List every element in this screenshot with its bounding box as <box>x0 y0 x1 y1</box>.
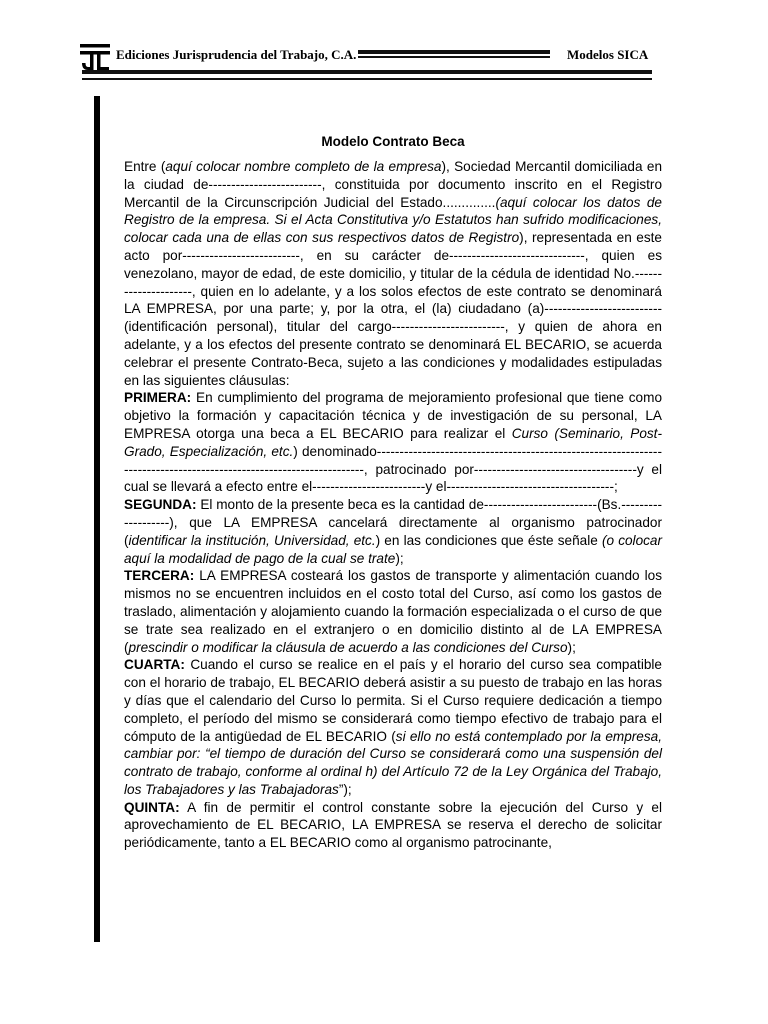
clause-paragraph <box>124 799 662 852</box>
instruction-text: aquí colocar nombre completo de la empresa <box>165 159 442 174</box>
document-body <box>124 158 662 852</box>
body-text: ) denominado--------------------------------------------------------------------------------------------------------------------, patrocinado por------------------------------------y el cual se llevará a efecto entre el-------------------------y el-------------------------------------; <box>124 443 662 495</box>
body-text: ), Sociedad Mercantil domiciliada en la ciudad de-------------------------, constituida por documento inscrito en el Registro Mercantil de la Circunscripción Judicial del Estado.............. <box>124 159 662 210</box>
document-title: Modelo Contrato Beca <box>321 134 465 149</box>
body-text: ); <box>567 639 576 655</box>
instruction-text: si ello no está contemplado por la empresa, cambiar por: “el tiempo de duración del Curso se considerará como una suspensión del contrato de trabajo, conforme al ordinal h) del Artículo 72 de la Ley Orgánica del Trabajo, los Trabajadores y las Trabajadoras <box>124 728 662 797</box>
body-text: A fin de permitir el control constante sobre la ejecución del Curso y el aprovechamiento de EL BECARIO, LA EMPRESA se reserva el derecho de solicitar periódicamente, tanto a EL BECARIO como al organismo patrocinante, <box>124 799 662 851</box>
instruction-text: Curso (Seminario, Post-Grado, Especialización, etc. <box>124 425 662 459</box>
page-margin-bar <box>94 96 100 942</box>
body-text: LA EMPRESA costeará los gastos de transporte y alimentación cuando los mismos no se encuentren incluidos en el costo total del Curso, así como los gastos de traslado, alimentación y alojamiento cuando la formación especializada o el curso de que se trate sea realizado en el extranjero o en domicilio distinto al de LA EMPRESA ( <box>124 568 662 655</box>
header-rule-thin <box>82 78 652 80</box>
clause-heading: QUINTA: <box>124 799 180 815</box>
instruction-text: identificar la institución, Universidad, etc. <box>128 532 376 548</box>
instruction-text: (o colocar aquí la modalidad de pago de la cual se trate <box>124 532 663 566</box>
clause-heading: CUARTA: <box>124 657 185 673</box>
body-text: En cumplimiento del programa de mejoramiento profesional que tiene como objetivo la formación y capacitación técnica y de investigación de su personal, LA EMPRESA otorga una beca a EL BECARIO para realizar el <box>124 390 662 441</box>
series-name: Modelos SICA <box>567 47 649 62</box>
clause-heading: PRIMERA: <box>124 390 192 406</box>
header-divider <box>358 50 550 58</box>
header-rule-thick <box>82 70 652 74</box>
clauses-list <box>124 389 662 852</box>
body-text: ) en las condiciones que éste señale <box>375 532 602 548</box>
body-text: ); <box>395 550 404 566</box>
instruction-text: prescindir o modificar la cláusula de acuerdo a las condiciones del Curso <box>128 639 568 655</box>
clause-paragraph <box>124 567 662 656</box>
publisher-name: Ediciones Jurisprudencia del Trabajo, C.A. <box>116 47 357 62</box>
body-text: ”); <box>338 781 352 797</box>
clause-paragraph <box>124 496 662 567</box>
clause-paragraph <box>124 656 662 798</box>
instruction-text: (aquí colocar los datos de Registro de la empresa. Si el Acta Constitutiva y/o Estatutos han sufrido modificaciones, colocar cada una de ellas con sus respectivos datos de Registro <box>124 194 662 246</box>
clause-heading: TERCERA: <box>124 568 195 584</box>
clause-paragraph <box>124 389 662 496</box>
body-text: Entre ( <box>124 159 166 174</box>
body-text: El monto de la presente beca es la cantidad de-------------------------(Bs.-------------------), que LA EMPRESA cancelará directamente al organismo patrocinador ( <box>124 497 662 548</box>
clause-heading: SEGUNDA: <box>124 497 197 513</box>
body-text: ), representada en este acto por--------------------------, en su carácter de------------------------------, quien es venezolano, mayor de edad, de este domicilio, y titular de la cédula de identidad No.---------------------, quien en lo adelante, y a los solos efectos de este contrato se denominará LA EMPRESA, por una parte; y, por la otra, el (la) ciudadano (a)--------------------------(identificación personal), titular del cargo-------------------------, y quien de ahora en adelante, y a los efectos del presente contrato se denominará EL BECARIO, se acuerda celebrar el presente Contrato-Beca, sujeto a las condiciones y modalidades estipuladas en las siguientes cláusulas: <box>124 230 662 388</box>
body-text: Cuando el curso se realice en el país y el horario del curso sea compatible con el horario de trabajo, EL BECARIO deberá asistir a su puesto de trabajo en las horas y días que el calendario del Curso lo permita. Si el Curso requiere dedicación a tiempo completo, el período del mismo se considerará como tiempo efectivo de trabajo para el cómputo de la antigüedad de EL BECARIO ( <box>124 657 662 744</box>
intro-paragraph <box>124 158 662 389</box>
